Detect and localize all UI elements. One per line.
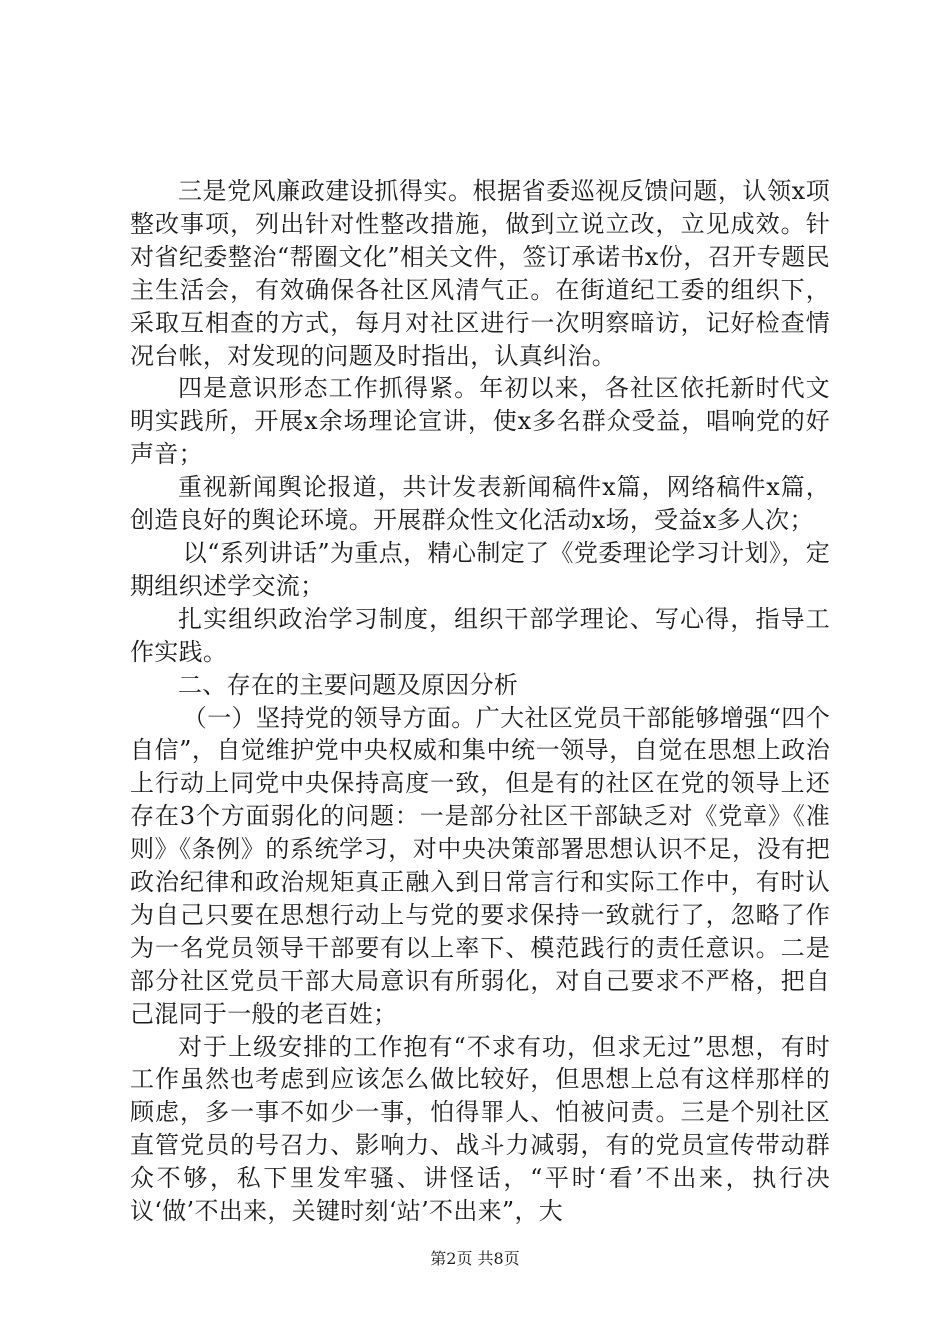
paragraph-work-attitude: 对于上级安排的工作抱有“不求有功，但求无过”思想，有时工作虽然也考虑到应该怎么做比较好，但思想上总有这样那样的顾虑，多一事不如少一事，怕得罪人、怕被问责。三是个别社区直管党员的号召力、影响力、战斗力减弱，有的党员宣传带动群众不够，私下里发牢骚、讲怪话，“平时‘看’不出来，执行决议‘做’不出来，关键时刻‘站’不出来”，大 (130, 1032, 830, 1226)
page-footer: 第2页 共8页 (430, 1249, 520, 1268)
section-heading-problems: 二、存在的主要问题及原因分析 (178, 670, 519, 699)
paragraph-ideology-work: 四是意识形态工作抓得紧。年初以来，各社区依托新时代文明实践所，开展x余场理论宣讲，使x多名群众受益，唱响党的好声音； (130, 374, 830, 469)
paragraph-party-discipline: 三是党风廉政建设抓得实。根据省委巡视反馈问题，认领x项整改事项，列出针对性整改措施，做到立说立改，立见成效。针对省纪委整治“帮圈文化”相关文件，签订承诺书x份，召开专题民主生活会，有效确保各社区风清气正。在街道纪工委的组织下，采取互相查的方式，每月对社区进行一次明察暗访，记好检查情况台帐，对发现的问题及时指出，认真纠治。 (130, 177, 830, 370)
paragraph-study-plan: 以“系列讲话”为重点，精心制定了《党委理论学习计划》，定期组织述学交流； (130, 538, 830, 600)
paragraph-political-study: 扎实组织政治学习制度，组织干部学理论、写心得，指导工作实践。 (130, 604, 830, 666)
paragraph-news-reporting: 重视新闻舆论报道，共计发表新闻稿件x篇，网络稿件x篇，创造良好的舆论环境。开展群众性文化活动x场，受益x多人次； (130, 473, 830, 535)
paragraph-party-leadership: （一）坚持党的领导方面。广大社区党员干部能够增强“四个自信”，自觉维护党中央权威和集中统一领导，自觉在思想上政治上行动上同党中央保持高度一致，但是有的社区在党的领导上还存在3个方面弱化的问题：一是部分社区干部缺乏对《党章》《准则》《条例》的系统学习，对中央决策部署思想认识不足，没有把政治纪律和政治规矩真正融入到日常言行和实际工作中，有时认为自己只要在思想行动上与党的要求保持一致就行了，忽略了作为一名党员领导干部要有以上率下、模范践行的责任意识。二是部分社区党员干部大局意识有所弱化，对自己要求不严格，把自己混同于一般的老百姓； (130, 703, 830, 1028)
document-body (130, 175, 830, 1228)
